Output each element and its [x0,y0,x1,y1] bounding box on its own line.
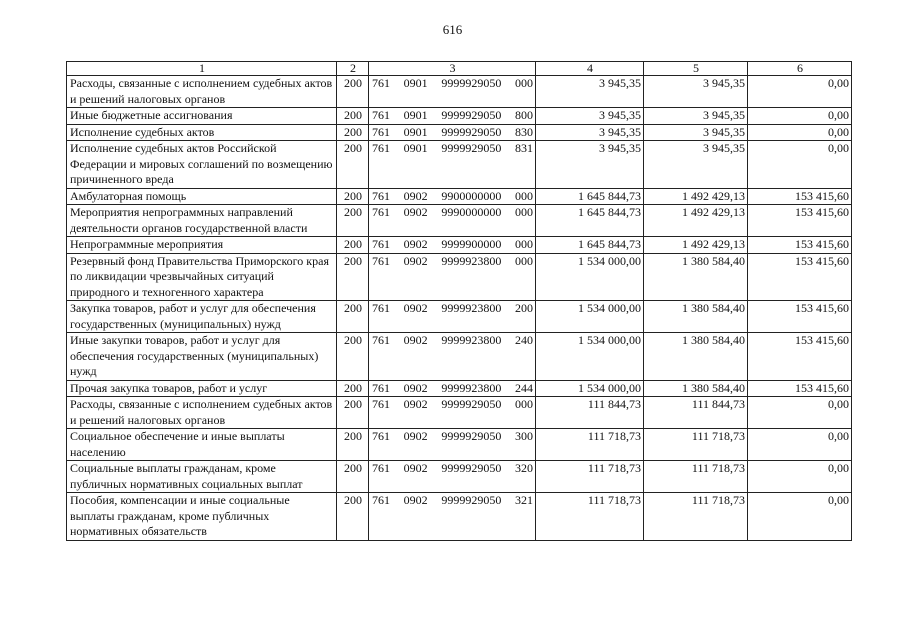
row-value-6: 0,00 [748,124,852,141]
org-code: 761 [372,141,390,155]
row-value-6: 153 415,60 [748,380,852,397]
target-code: 9999929050 [441,461,502,475]
row-name: Исполнение судебных актов [67,124,337,141]
row-value-5: 3 945,35 [644,108,748,125]
target-code: 9999923800 [441,333,502,347]
target-code: 9999929050 [441,108,502,122]
section-code: 0902 [403,188,428,203]
row-name: Исполнение судебных актов Российской Федерации и мировых соглашений по возмещению причиненного вреда [67,141,337,189]
row-name: Социальные выплаты гражданам, кроме публичных нормативных социальных выплат [67,461,337,493]
row-value-6: 0,00 [748,493,852,541]
row-codes [369,461,536,493]
row-value-5: 1 380 584,40 [644,301,748,333]
row-code-200: 200 [337,141,369,189]
row-value-5: 111 718,73 [644,461,748,493]
target-code: 9999929050 [441,76,502,90]
row-code-200: 200 [337,429,369,461]
row-value-6: 153 415,60 [748,253,852,301]
row-value-5: 3 945,35 [644,76,748,108]
org-code: 761 [372,380,390,395]
row-value-4: 3 945,35 [536,124,644,141]
row-value-4: 1 534 000,00 [536,253,644,301]
org-code: 761 [372,461,390,475]
section-code: 0901 [403,108,428,122]
org-code: 761 [372,124,390,139]
row-name: Социальное обеспечение и иные выплаты населению [67,429,337,461]
column-header-5: 5 [644,62,748,76]
table-row [67,461,852,493]
row-codes [369,253,536,301]
row-codes [369,380,536,397]
row-codes [369,493,536,541]
expense-type-code: 830 [514,124,533,139]
section-code: 0901 [403,141,428,155]
section-code: 0902 [403,205,428,219]
expense-type-code: 300 [514,429,533,443]
row-value-6: 0,00 [748,141,852,189]
row-code-200: 200 [337,380,369,397]
section-code: 0902 [403,253,428,268]
row-name: Резервный фонд Правительства Приморского края по ликвидации чрезвычайных ситуаций природного и техногенного характера [67,253,337,301]
row-code-200: 200 [337,397,369,429]
expense-type-code: 000 [514,237,533,251]
row-value-4: 1 645 844,73 [536,237,644,254]
target-code: 9999929050 [441,124,502,139]
row-value-6: 0,00 [748,397,852,429]
target-code: 9999923800 [441,301,502,315]
row-codes [369,76,536,108]
row-name: Прочая закупка товаров, работ и услуг [67,380,337,397]
row-codes [369,429,536,461]
table-row [67,188,852,205]
section-code: 0902 [403,237,428,251]
table-row [67,429,852,461]
expense-type-code: 320 [514,461,533,475]
table-row [67,76,852,108]
row-value-4: 3 945,35 [536,76,644,108]
table-row [67,124,852,141]
org-code: 761 [372,429,390,443]
expense-type-code: 000 [514,205,533,219]
section-code: 0902 [403,397,428,411]
table-row [67,397,852,429]
row-codes [369,124,536,141]
section-code: 0902 [403,493,428,507]
row-value-6: 153 415,60 [748,188,852,205]
table-row [67,205,852,237]
column-header-2: 2 [337,62,369,76]
expense-type-code: 831 [514,141,533,155]
row-code-200: 200 [337,188,369,205]
row-value-5: 111 844,73 [644,397,748,429]
row-value-4: 1 645 844,73 [536,205,644,237]
org-code: 761 [372,493,390,507]
row-name: Пособия, компенсации и иные социальные выплаты гражданам, кроме публичных нормативных обязательств [67,493,337,541]
table-row [67,301,852,333]
section-code: 0902 [403,301,428,315]
org-code: 761 [372,76,390,90]
expense-type-code: 321 [514,493,533,507]
section-code: 0902 [403,380,428,395]
row-code-200: 200 [337,461,369,493]
table-row [67,253,852,301]
row-codes [369,188,536,205]
row-value-6: 0,00 [748,76,852,108]
row-codes [369,205,536,237]
page-number: 616 [442,22,463,37]
expense-type-code: 000 [514,188,533,203]
row-name: Расходы, связанные с исполнением судебных актов и решений налоговых органов [67,76,337,108]
row-codes [369,397,536,429]
row-name: Амбулаторная помощь [67,188,337,205]
expense-type-code: 000 [514,253,533,268]
org-code: 761 [372,397,390,411]
target-code: 9999900000 [441,237,502,251]
row-value-6: 0,00 [748,429,852,461]
row-name: Непрограммные мероприятия [67,237,337,254]
target-code: 9999929050 [441,141,502,155]
row-name: Расходы, связанные с исполнением судебных актов и решений налоговых органов [67,397,337,429]
row-code-200: 200 [337,108,369,125]
row-value-4: 1 645 844,73 [536,188,644,205]
org-code: 761 [372,333,390,347]
row-code-200: 200 [337,333,369,381]
row-value-5: 1 380 584,40 [644,380,748,397]
row-value-6: 0,00 [748,108,852,125]
table-row [67,380,852,397]
row-value-4: 3 945,35 [536,141,644,189]
row-code-200: 200 [337,493,369,541]
row-value-6: 0,00 [748,461,852,493]
section-code: 0902 [403,333,428,347]
target-code: 9999923800 [441,380,502,395]
table-row [67,237,852,254]
row-value-4: 111 844,73 [536,397,644,429]
table-row [67,141,852,189]
row-value-5: 1 492 429,13 [644,237,748,254]
row-code-200: 200 [337,301,369,333]
row-codes [369,333,536,381]
row-value-4: 111 718,73 [536,493,644,541]
row-code-200: 200 [337,237,369,254]
budget-table [66,61,852,541]
row-value-5: 3 945,35 [644,141,748,189]
table-header-row [67,62,852,76]
expense-type-code: 800 [514,108,533,122]
row-value-4: 3 945,35 [536,108,644,125]
table-row [67,333,852,381]
row-value-5: 1 492 429,13 [644,188,748,205]
row-value-6: 153 415,60 [748,333,852,381]
row-value-4: 111 718,73 [536,429,644,461]
expense-type-code: 200 [514,301,533,315]
target-code: 9999929050 [441,493,502,507]
expense-type-code: 244 [514,380,533,395]
row-code-200: 200 [337,253,369,301]
target-code: 9990000000 [441,205,502,219]
column-header-3: 3 [369,62,536,76]
row-value-5: 111 718,73 [644,429,748,461]
row-name: Закупка товаров, работ и услуг для обеспечения государственных (муниципальных) нужд [67,301,337,333]
row-value-4: 111 718,73 [536,461,644,493]
row-value-4: 1 534 000,00 [536,380,644,397]
row-codes [369,141,536,189]
column-header-1: 1 [67,62,337,76]
section-code: 0901 [403,124,428,139]
row-code-200: 200 [337,205,369,237]
row-value-6: 153 415,60 [748,237,852,254]
section-code: 0902 [403,429,428,443]
row-value-4: 1 534 000,00 [536,333,644,381]
table-row [67,493,852,541]
target-code: 9999929050 [441,429,502,443]
row-codes [369,301,536,333]
org-code: 761 [372,188,390,203]
row-codes [369,108,536,125]
row-name: Иные закупки товаров, работ и услуг для обеспечения государственных (муниципальных) нужд [67,333,337,381]
row-value-4: 1 534 000,00 [536,301,644,333]
org-code: 761 [372,237,390,251]
row-value-5: 1 380 584,40 [644,333,748,381]
expense-type-code: 240 [514,333,533,347]
row-name: Иные бюджетные ассигнования [67,108,337,125]
org-code: 761 [372,205,390,219]
row-value-5: 111 718,73 [644,493,748,541]
target-code: 9999923800 [441,253,502,268]
column-header-4: 4 [536,62,644,76]
org-code: 761 [372,301,390,315]
row-code-200: 200 [337,124,369,141]
row-name: Мероприятия непрограммных направлений деятельности органов государственной власти [67,205,337,237]
expense-type-code: 000 [514,397,533,411]
target-code: 9999929050 [441,397,502,411]
row-value-6: 153 415,60 [748,205,852,237]
row-value-5: 1 380 584,40 [644,253,748,301]
org-code: 761 [372,108,390,122]
target-code: 9900000000 [441,188,502,203]
table-row [67,108,852,125]
column-header-6: 6 [748,62,852,76]
row-value-5: 1 492 429,13 [644,205,748,237]
expense-type-code: 000 [514,76,533,90]
section-code: 0902 [403,461,428,475]
row-codes [369,237,536,254]
row-value-6: 153 415,60 [748,301,852,333]
row-value-5: 3 945,35 [644,124,748,141]
org-code: 761 [372,253,390,268]
row-code-200: 200 [337,76,369,108]
section-code: 0901 [403,76,428,90]
